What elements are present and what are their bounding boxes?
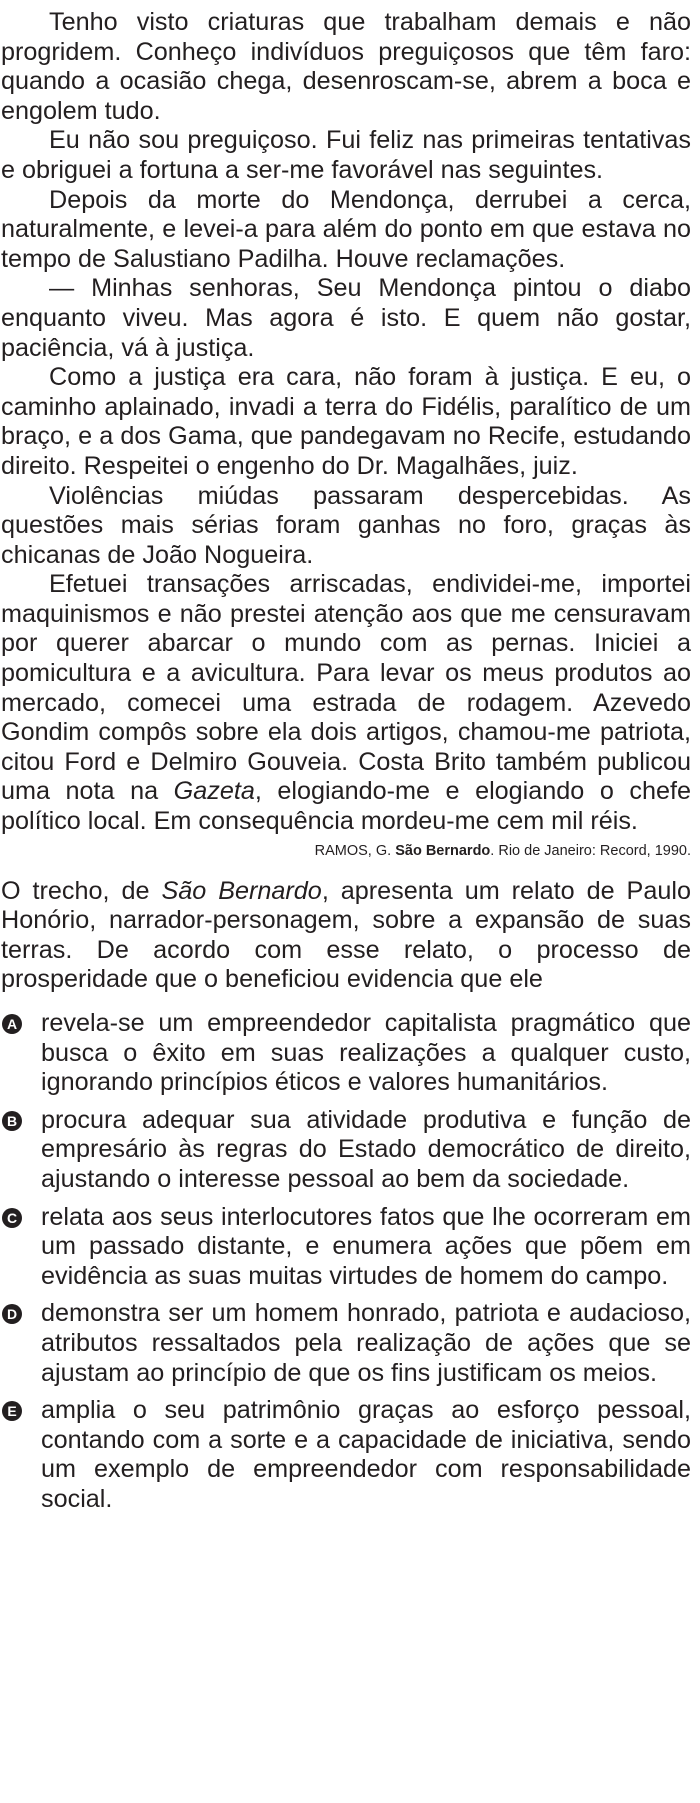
option-c-text: relata aos seus interlocutores fatos que lhe ocorreram em um passado distante, e enumera ações que põem em evidência as suas muitas virtudes de homem do campo. xyxy=(41,1202,691,1290)
passage-paragraph-1: Tenho visto criaturas que trabalham demais e não progridem. Conheço indivíduos preguiçosos que têm faro: quando a ocasião chega, desenroscam-se, abrem a boca e engolem tudo. xyxy=(1,8,691,125)
newspaper-name: Gazeta xyxy=(173,777,255,806)
option-b-letter-icon: B xyxy=(2,1111,22,1131)
option-d[interactable] xyxy=(1,1299,691,1388)
option-a-letter-icon: A xyxy=(2,1014,22,1034)
citation-rest: . Rio de Janeiro: Record, 1990. xyxy=(490,842,691,859)
option-b[interactable] xyxy=(1,1106,691,1195)
option-c[interactable] xyxy=(1,1203,691,1292)
passage-paragraph-5: Como a justiça era cara, não foram à justiça. E eu, o caminho aplainado, invadi a terra do Fidélis, paralítico de um braço, e a dos Gama, que pandegavam no Recife, estudando direito. Respeitei o engenho do Dr. Magalhães, juiz. xyxy=(1,363,691,480)
option-e-text: amplia o seu patrimônio graças ao esforço pessoal, contando com a sorte e a capacidade de iniciativa, sendo um exemplo de empreendedor com responsabilidade social. xyxy=(41,1396,691,1513)
answer-options xyxy=(1,1009,691,1515)
question-part2: , apresenta um relato de Paulo Honório, narrador-personagem, sobre a expansão de suas terras. De acordo com esse relato, o processo de prosperidade que o beneficiou evidencia que ele xyxy=(1,876,691,994)
passage-paragraph-4: — Minhas senhoras, Seu Mendonça pintou o diabo enquanto viveu. Mas agora é isto. E quem não gostar, paciência, vá à justiça. xyxy=(1,274,691,362)
citation-title: São Bernardo xyxy=(395,842,491,859)
question-book-title: São Bernardo xyxy=(161,876,322,905)
passage-paragraph-6: Violências miúdas passaram despercebidas. As questões mais sérias foram ganhas no foro, graças às chicanas de João Nogueira. xyxy=(1,481,691,569)
option-a-text: revela-se um empreendedor capitalista pragmático que busca o êxito em suas realizações a qualquer custo, ignorando princípios éticos e valores humanitários. xyxy=(41,1009,691,1097)
option-d-text: demonstra ser um homem honrado, patriota e audacioso, atributos ressaltados pela realização de ações que se ajustam ao princípio de que os fins justificam os meios. xyxy=(41,1299,691,1387)
citation xyxy=(1,841,691,861)
option-c-letter-icon: C xyxy=(2,1208,22,1228)
option-a[interactable] xyxy=(1,1009,691,1098)
passage-paragraph-7 xyxy=(1,570,691,836)
passage-paragraph-7-part1: Efetuei transações arriscadas, endividei-me, importei maquinismos e não prestei atenção aos que me censuravam por querer abarcar o mundo com as pernas. Iniciei a pomicultura e a avicultura. Para levar os meus produtos ao mercado, comecei uma estrada de rodagem. Azevedo Gondim compôs sobre ela dois artigos, chamou-me patriota, citou Ford e Delmiro Gouveia. Costa Brito também publicou uma nota na xyxy=(1,570,691,806)
passage-paragraph-7-part2: , elogiando-me e elogiando o chefe político local. Em consequência mordeu-me cem mil réis. xyxy=(1,777,691,836)
passage xyxy=(0,8,691,1515)
option-b-text: procura adequar sua atividade produtiva e função de empresário às regras do Estado democrático de direito, ajustando o interesse pessoal ao bem da sociedade. xyxy=(41,1105,691,1193)
option-e-letter-icon: E xyxy=(2,1401,22,1421)
passage-paragraph-3: Depois da morte do Mendonça, derrubei a cerca, naturalmente, e levei-a para além do ponto em que estava no tempo de Salustiano Padilha. Houve reclamações. xyxy=(1,185,691,273)
option-e[interactable] xyxy=(1,1396,691,1514)
option-d-letter-icon: D xyxy=(2,1304,22,1324)
question-stem xyxy=(1,877,691,995)
citation-author: RAMOS, G. xyxy=(314,842,396,859)
passage-paragraph-2: Eu não sou preguiçoso. Fui feliz nas primeiras tentativas e obriguei a fortuna a ser-me favorável nas seguintes. xyxy=(1,126,691,184)
question-part1: O trecho, de xyxy=(1,876,162,905)
